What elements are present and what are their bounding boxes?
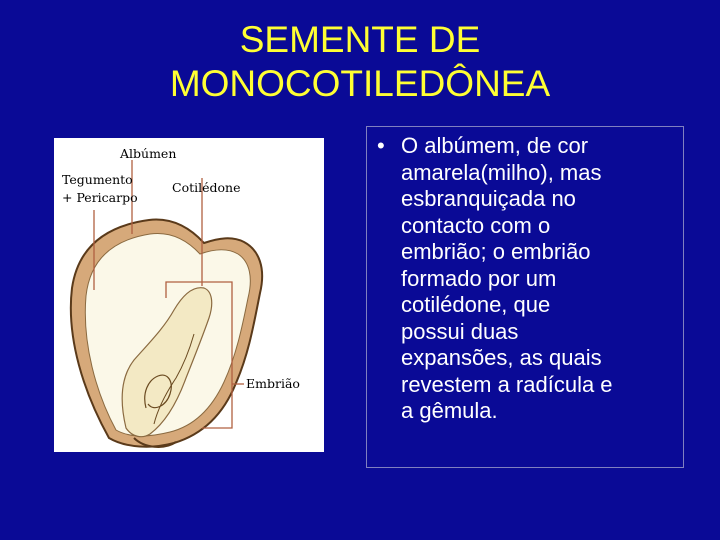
seed-diagram-svg xyxy=(54,138,324,452)
text-line: amarela(milho), mas xyxy=(401,159,602,185)
bullet-marker: • xyxy=(377,133,385,158)
title-line-1: SEMENTE DE xyxy=(239,19,481,60)
text-line: cotilédone, que xyxy=(401,292,551,317)
bullet-text xyxy=(401,133,675,425)
bullet-item xyxy=(377,133,675,425)
text-line: revestem a radícula e xyxy=(401,371,613,397)
text-line: esbranquiçada no xyxy=(401,186,576,211)
text-line: a gêmula. xyxy=(401,398,498,423)
label-embriao: Embrião xyxy=(246,376,300,391)
text-line: possui duas xyxy=(401,318,519,344)
label-cotiledone: Cotilédone xyxy=(172,180,241,195)
label-pericarpo: + Pericarpo xyxy=(62,190,138,205)
text-line: embrião; o embrião xyxy=(401,239,591,264)
description-box xyxy=(366,126,684,468)
label-tegumento: Tegumento xyxy=(62,172,133,187)
text-line: contacto com o xyxy=(401,212,551,238)
label-albumen: Albúmen xyxy=(120,146,177,161)
text-line: formado por um xyxy=(401,265,557,291)
seed-illustration xyxy=(54,138,324,452)
text-line: expansões, as quais xyxy=(401,345,602,370)
title-line-2: MONOCOTILEDÔNEA xyxy=(169,63,551,104)
slide-title xyxy=(0,18,720,106)
text-line: O albúmem, de cor xyxy=(401,133,589,158)
